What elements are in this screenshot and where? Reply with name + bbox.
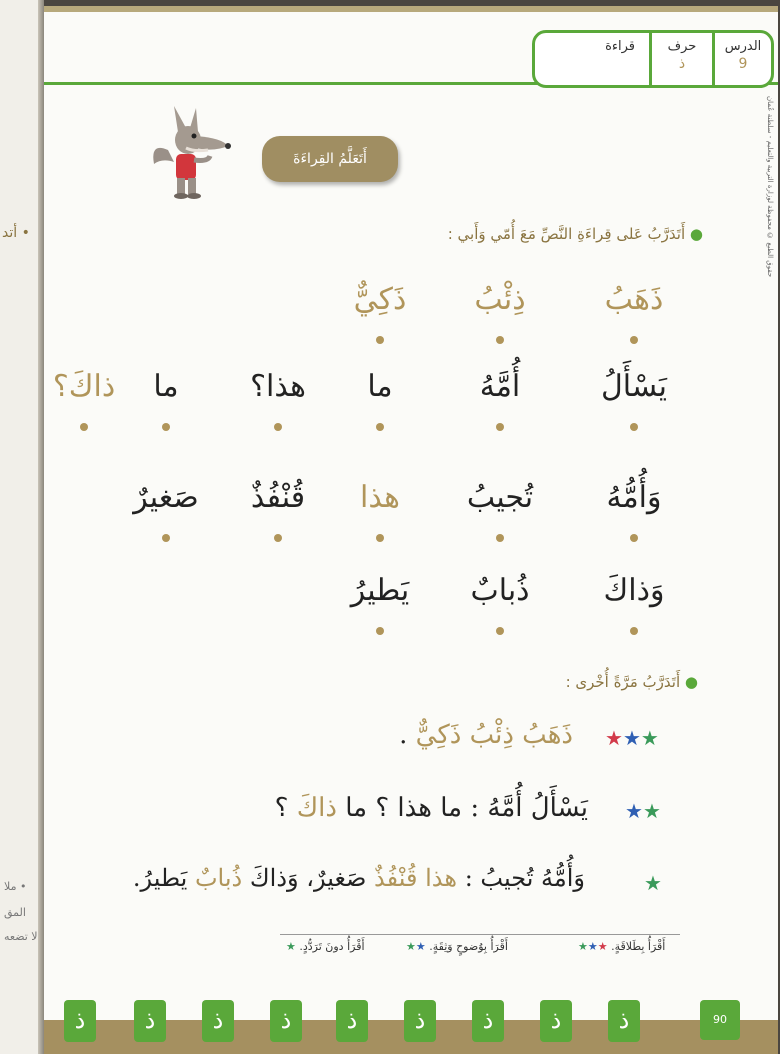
- topic-cell: [535, 33, 649, 85]
- header-divider: [649, 33, 652, 85]
- prev-page-fragment: • أتد: [2, 225, 30, 241]
- letter-tile: ذ: [202, 1000, 234, 1042]
- sentence-2: [275, 793, 588, 823]
- sentence-3: [133, 864, 585, 892]
- bullet-dot: ●: [680, 673, 698, 691]
- reading-dot: [376, 336, 384, 344]
- instruction-practice-again: [566, 673, 698, 691]
- blue-star-icon: ★: [622, 726, 641, 750]
- prev-page-line-2: المق: [4, 906, 26, 919]
- lesson-number: 9: [738, 56, 748, 72]
- reading-dot: [376, 627, 384, 635]
- legend-text: أَقْرَأُ دونَ تَرَدُّدٍ.: [299, 940, 365, 953]
- reading-dot: [376, 534, 384, 542]
- sentence-text: ؟: [274, 793, 297, 823]
- legend-one-star: [286, 940, 365, 953]
- prev-page-line-3: لا تضعه: [4, 930, 38, 943]
- reading-word: ما: [153, 369, 179, 404]
- reading-dot: [496, 423, 504, 431]
- reading-dot: [630, 534, 638, 542]
- green-star-icon: ★: [406, 940, 416, 953]
- wolf-mascot-illustration: [148, 102, 240, 202]
- legend-two-stars: [406, 940, 508, 953]
- legend-divider: [280, 934, 680, 935]
- green-star-icon: ★: [642, 799, 661, 823]
- reading-dot: [630, 627, 638, 635]
- blue-star-icon: ★: [587, 940, 598, 953]
- sentence-text: .: [399, 720, 416, 750]
- reading-dot: [376, 423, 384, 431]
- red-star-icon: ★: [597, 940, 608, 953]
- reading-dot: [496, 534, 504, 542]
- reading-dot: [80, 423, 88, 431]
- green-star-icon: ★: [578, 940, 588, 953]
- reading-dot: [162, 534, 170, 542]
- reading-word: ذَكِيٌّ: [353, 282, 407, 317]
- sentence-highlight: هذا قُنْفُذٌ: [374, 864, 458, 892]
- reading-dot: [496, 627, 504, 635]
- letter-label: حرف: [667, 39, 697, 54]
- reading-word: صَغيرٌ: [133, 480, 199, 515]
- green-star-icon: ★: [644, 871, 662, 895]
- legend-text: أَقْرَأُ بِوُضوحٍ وَثِقَةٍ.: [429, 940, 508, 953]
- reading-dot: [274, 534, 282, 542]
- reading-word: ذَهَبُ: [604, 282, 664, 317]
- letter-tile: ذ: [270, 1000, 302, 1042]
- letter-tile: ذ: [472, 1000, 504, 1042]
- reading-word: أُمَّهُ: [479, 369, 521, 404]
- page-number: 90: [700, 1000, 740, 1040]
- sentence-highlight: ذُبابٌ: [194, 864, 243, 892]
- reading-word: ذاكَ؟: [52, 369, 116, 404]
- letter-tile: ذ: [64, 1000, 96, 1042]
- letter-cell: [652, 33, 712, 85]
- letter-tile: ذ: [336, 1000, 368, 1042]
- sentence-highlight: ذاكَ: [296, 793, 337, 823]
- green-star-icon: ★: [286, 940, 296, 953]
- letter-tile: ذ: [404, 1000, 436, 1042]
- reading-dot: [630, 336, 638, 344]
- red-star-icon: ★: [605, 726, 623, 750]
- reading-word: وَأُمُّهُ: [606, 480, 662, 515]
- lesson-label: الدرس: [724, 39, 762, 54]
- sentence-1: [399, 720, 573, 750]
- reading-word: ذِئْبُ: [474, 282, 526, 317]
- prev-page-line-1: • ملا: [4, 880, 27, 893]
- legend-three-stars: [578, 940, 665, 953]
- three-star-rating: [605, 726, 659, 750]
- reading-dot: [630, 423, 638, 431]
- blue-star-icon: ★: [625, 799, 643, 823]
- reading-word: يَطيرُ: [350, 573, 410, 608]
- instruction-practice-with-parents: [448, 225, 703, 243]
- letter-value: ذ: [678, 56, 686, 72]
- sentence-highlight: ذَهَبُ ذِئْبُ ذَكِيٌّ: [415, 720, 573, 750]
- copyright-note: حقوق الطبع © محفوظة لوزارة التربية والتعليم - سلطنة عُمان: [766, 96, 774, 278]
- reading-word: تُجيبُ: [466, 480, 534, 515]
- instruction-text: أَتَدَرَّبُ عَلى قِراءَةِ النَّصِّ مَعَ أُمّي وَأَبي :: [447, 225, 686, 243]
- lesson-cell: [715, 33, 771, 85]
- sentence-text: صَغيرٌ، وَذاكَ: [242, 864, 375, 892]
- reading-dot: [162, 423, 170, 431]
- header-divider: [712, 33, 715, 85]
- reading-dot: [496, 336, 504, 344]
- letter-tile: ذ: [540, 1000, 572, 1042]
- reading-word: ذُبابٌ: [470, 573, 530, 608]
- section-banner: أَتَعَلَّمُ القِراءَةَ: [262, 136, 398, 182]
- one-star-rating: [644, 871, 662, 895]
- reading-word: قُنْفُذٌ: [250, 480, 306, 515]
- green-star-icon: ★: [640, 726, 659, 750]
- instruction-text: أَتَدَرَّبُ مَرَّةً أُخْرى :: [565, 673, 681, 691]
- sentence-text: يَطيرُ.: [132, 864, 195, 892]
- reading-word: هذا: [360, 480, 400, 515]
- book-page: [44, 6, 778, 1054]
- bullet-dot: ●: [685, 225, 703, 243]
- lesson-header: [532, 30, 774, 88]
- top-strip: [44, 6, 778, 12]
- blue-star-icon: ★: [415, 940, 426, 953]
- letter-tile: ذ: [608, 1000, 640, 1042]
- sentence-text: يَسْأَلُ أُمَّهُ : ما هذا ؟ ما: [336, 793, 588, 823]
- legend-text: أَقْرَأُ بِطَلاقَةٍ.: [611, 940, 666, 953]
- letter-tile: ذ: [134, 1000, 166, 1042]
- two-star-rating: [625, 799, 661, 823]
- reading-word: وَذاكَ: [603, 573, 665, 608]
- reading-word: ما: [367, 369, 393, 404]
- topic-label: قراءة: [605, 39, 635, 54]
- reading-word: يَسْأَلُ: [600, 369, 668, 404]
- reading-word: هذا؟: [250, 369, 306, 404]
- previous-page-edge: [0, 0, 44, 1054]
- reading-dot: [274, 423, 282, 431]
- sentence-text: وَأُمُّهُ تُجيبُ :: [457, 864, 585, 892]
